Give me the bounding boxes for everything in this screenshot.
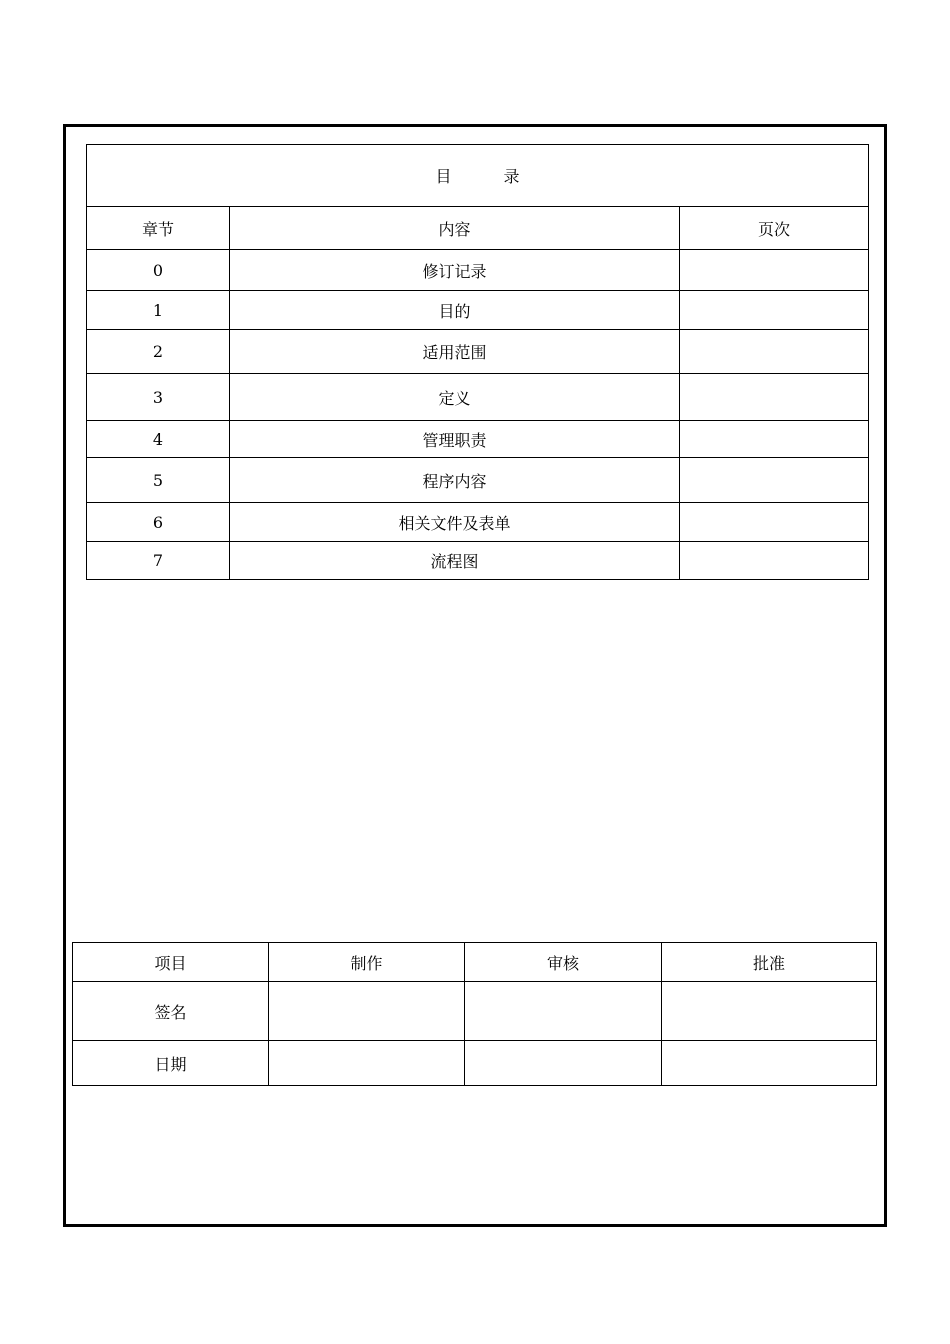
content-cell: 定义	[230, 374, 680, 421]
content-cell: 相关文件及表单	[230, 503, 680, 542]
approve-signature-cell[interactable]	[662, 982, 877, 1041]
approve-date-cell[interactable]	[662, 1041, 877, 1086]
table-row	[87, 291, 869, 330]
toc-title	[87, 145, 869, 207]
date-row	[73, 1041, 877, 1086]
table-row	[87, 458, 869, 503]
chapter-cell: 5	[87, 458, 230, 503]
page-cell	[680, 291, 869, 330]
header-page: 页次	[680, 207, 869, 250]
content-cell: 目的	[230, 291, 680, 330]
chapter-cell: 6	[87, 503, 230, 542]
chapter-cell: 2	[87, 330, 230, 374]
table-row	[87, 330, 869, 374]
page-cell	[680, 503, 869, 542]
review-signature-cell[interactable]	[465, 982, 662, 1041]
content-cell: 修订记录	[230, 250, 680, 291]
approval-table	[72, 942, 877, 1086]
chapter-cell: 0	[87, 250, 230, 291]
table-row	[87, 542, 869, 580]
table-row	[87, 503, 869, 542]
signature-row	[73, 982, 877, 1041]
content-cell: 适用范围	[230, 330, 680, 374]
date-label: 日期	[73, 1041, 269, 1086]
header-content: 内容	[230, 207, 680, 250]
header-item: 项目	[73, 943, 269, 982]
chapter-cell: 1	[87, 291, 230, 330]
content-cell: 管理职责	[230, 421, 680, 458]
chapter-cell: 4	[87, 421, 230, 458]
header-make: 制作	[269, 943, 465, 982]
header-chapter: 章节	[87, 207, 230, 250]
page-cell	[680, 458, 869, 503]
make-date-cell[interactable]	[269, 1041, 465, 1086]
toc-title-left: 目	[435, 167, 452, 186]
toc-title-right: 录	[503, 167, 520, 186]
signature-label: 签名	[73, 982, 269, 1041]
make-signature-cell[interactable]	[269, 982, 465, 1041]
table-row	[87, 421, 869, 458]
chapter-cell: 7	[87, 542, 230, 580]
content-cell: 程序内容	[230, 458, 680, 503]
table-row	[87, 374, 869, 421]
chapter-cell: 3	[87, 374, 230, 421]
table-row	[87, 250, 869, 291]
approval-header-row	[73, 943, 877, 982]
page-cell	[680, 330, 869, 374]
page-cell	[680, 542, 869, 580]
table-of-contents	[86, 144, 869, 580]
review-date-cell[interactable]	[465, 1041, 662, 1086]
content-cell: 流程图	[230, 542, 680, 580]
header-review: 审核	[465, 943, 662, 982]
header-approve: 批准	[662, 943, 877, 982]
toc-header-row	[87, 207, 869, 250]
page-cell	[680, 421, 869, 458]
page-cell	[680, 250, 869, 291]
page-cell	[680, 374, 869, 421]
toc-title-row	[87, 145, 869, 207]
